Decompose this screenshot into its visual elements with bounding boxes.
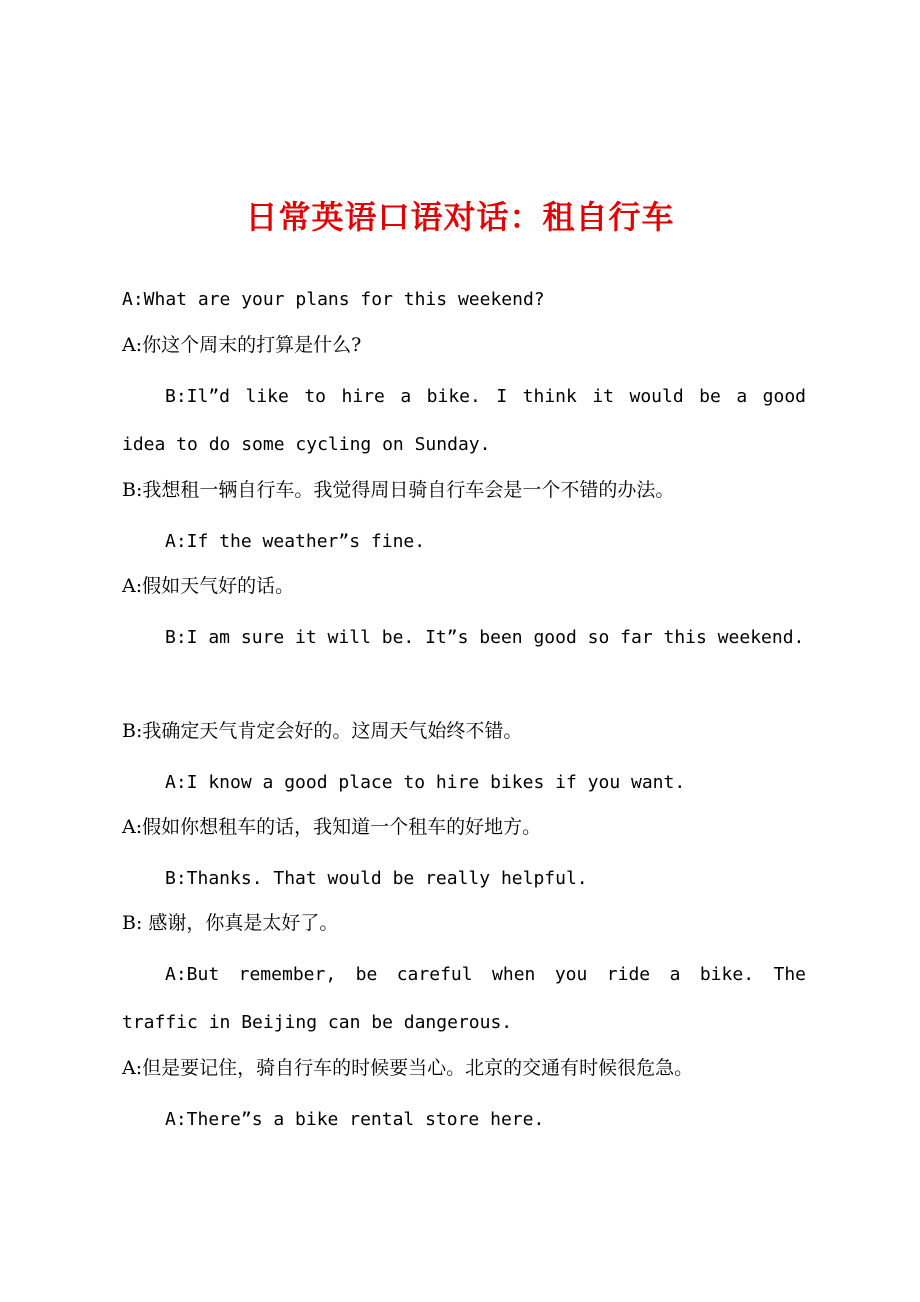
dialogue-line-13: B: 感谢，你真是太好了。 bbox=[122, 912, 339, 934]
dialogue-line-7: A:假如天气好的话。 bbox=[122, 575, 295, 597]
dialogue-line-15: traffic in Beijing can be dangerous. bbox=[122, 1012, 513, 1033]
dialogue-line-1: A:What are your plans for this weekend? bbox=[122, 289, 545, 310]
dialogue-line-11: A:假如你想租车的话，我知道一个租车的好地方。 bbox=[122, 816, 542, 838]
dialogue-line-2: A:你这个周末的打算是什么? bbox=[122, 334, 362, 356]
dialogue-line-8: B:I am sure it will be. It”s been good so far this weekend. bbox=[165, 627, 805, 648]
dialogue-line-12: B:Thanks. That would be really helpful. bbox=[165, 868, 588, 889]
dialogue-line-5: B:我想租一辆自行车。我觉得周日骑自行车会是一个不错的办法。 bbox=[122, 479, 675, 501]
dialogue-line-16: A:但是要记住，骑自行车的时候要当心。北京的交通有时候很危急。 bbox=[122, 1057, 694, 1079]
dialogue-line-6: A:If the weather”s fine. bbox=[165, 531, 426, 552]
dialogue-line-10: A:I know a good place to hire bikes if you want. bbox=[165, 772, 686, 793]
dialogue-line-14: A:But remember, be careful when you ride a bike. The bbox=[165, 964, 806, 985]
dialogue-line-9: B:我确定天气肯定会好的。这周天气始终不错。 bbox=[122, 720, 523, 742]
dialogue-line-17: A:There”s a bike rental store here. bbox=[165, 1109, 545, 1130]
dialogue-line-3: B:Il”d like to hire a bike. I think it would be a good bbox=[165, 386, 806, 407]
dialogue-line-4: idea to do some cycling on Sunday. bbox=[122, 434, 491, 455]
page-title: 日常英语口语对话：租自行车 bbox=[245, 198, 675, 236]
